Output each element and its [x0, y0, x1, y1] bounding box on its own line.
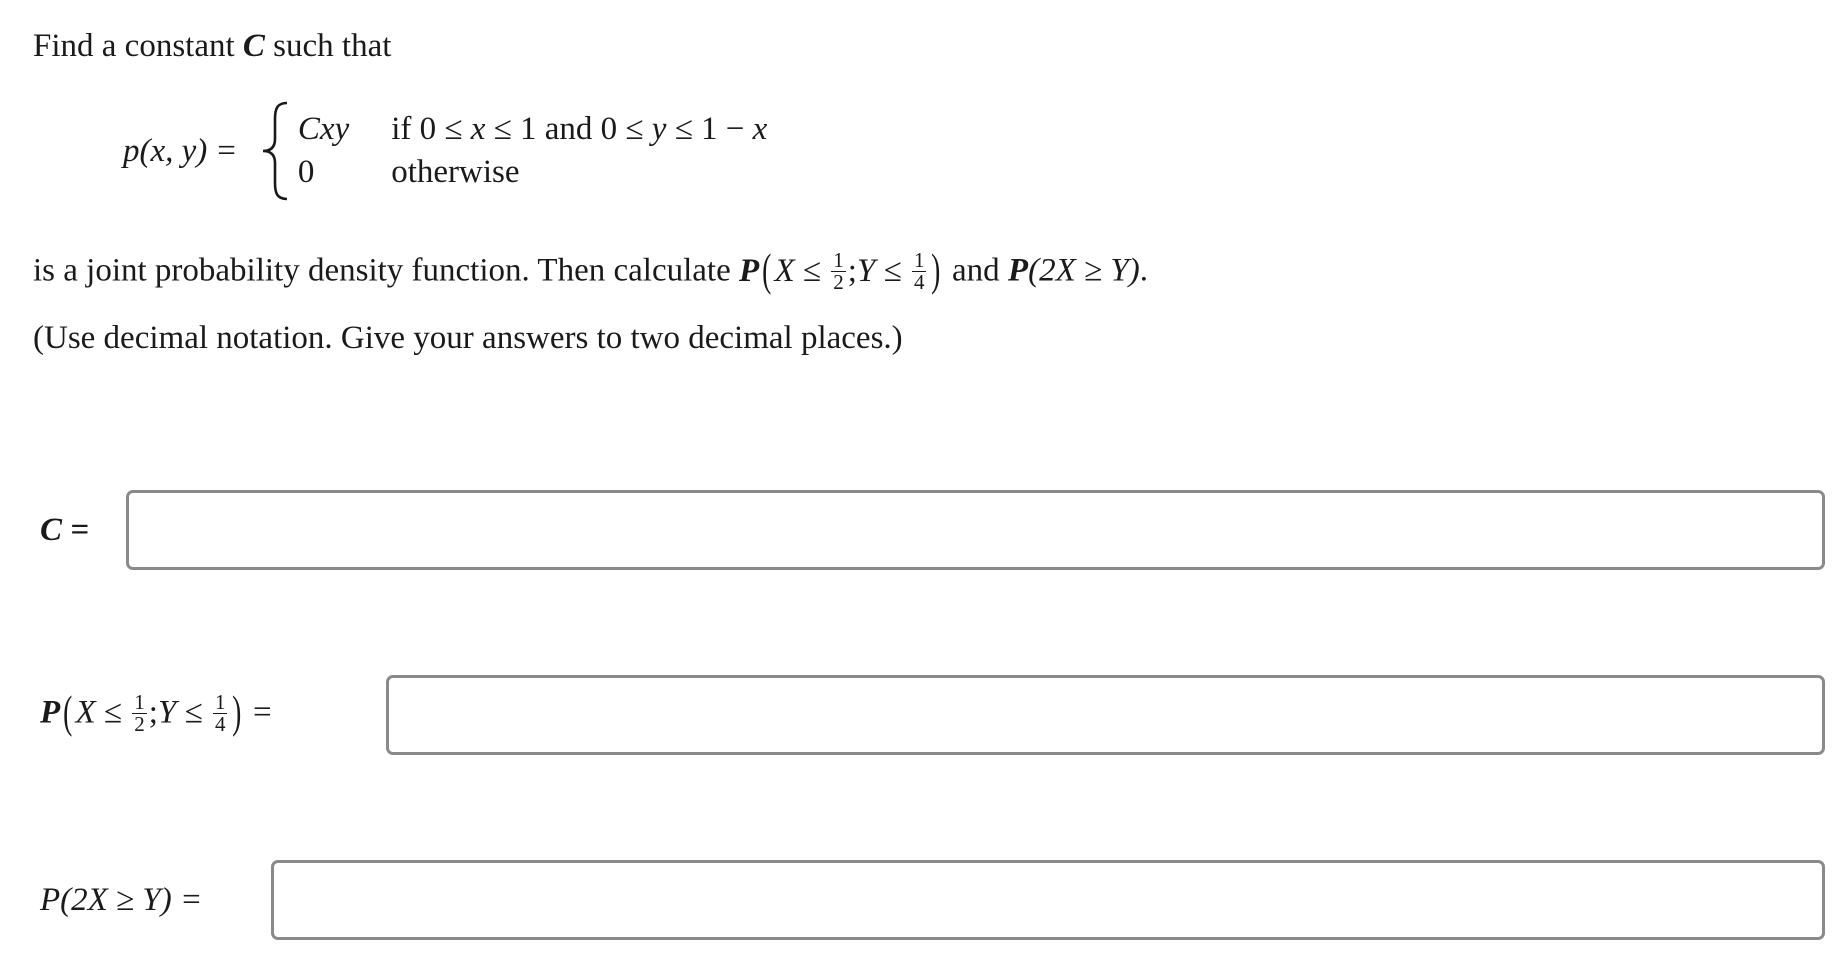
c-label: C = [40, 511, 90, 548]
p1-label: P(X ≤ $\frac{1}{2}$ ;Y ≤ $\frac{1}{4}$ ) = [40, 686, 272, 737]
case1-condition: if 0 ≤ x ≤ 1 and 0 ≤ y ≤ 1 − x [391, 110, 768, 147]
p1-input[interactable] [386, 675, 1825, 755]
answer-row-p2 [40, 857, 202, 943]
left-brace-icon [260, 99, 290, 203]
formula-cases [298, 109, 767, 194]
answer-row-c [40, 487, 89, 573]
prob1-inline: P(X ≤ $\frac{1}{2}$ ;Y ≤ $\frac{1}{4}$ ) [738, 244, 941, 295]
intro-constant: C [242, 28, 265, 64]
statement-and: and [952, 252, 1000, 289]
case2-expr: 0 [297, 154, 315, 190]
intro-line [33, 30, 391, 63]
c-input[interactable] [126, 490, 1825, 570]
statement-line: is a joint probability density function. Then calculate P(X ≤ $\frac{1}{2}$ ;Y ≤ $\frac{1}{4}$ ) and P(2X ≥ Y). [33, 244, 1148, 295]
intro-such-that: such that [273, 28, 392, 64]
case1-expr: Cxy [297, 110, 350, 147]
prob2-inline: P(2X ≥ Y) [1007, 252, 1140, 289]
p2-input[interactable] [271, 860, 1825, 940]
instructions: (Use decimal notation. Give your answers to two decimal places.) [33, 320, 903, 356]
p2-label: P(2X ≥ Y) = [40, 881, 203, 918]
case2-condition: otherwise [391, 154, 520, 190]
density-formula [123, 96, 767, 206]
answer-row-p1 [40, 672, 272, 758]
formula-lhs: p(x, y) = [123, 132, 236, 169]
statement-text: is a joint probability density function. Then calculate [33, 252, 731, 289]
intro-find: Find a constant [33, 28, 235, 64]
